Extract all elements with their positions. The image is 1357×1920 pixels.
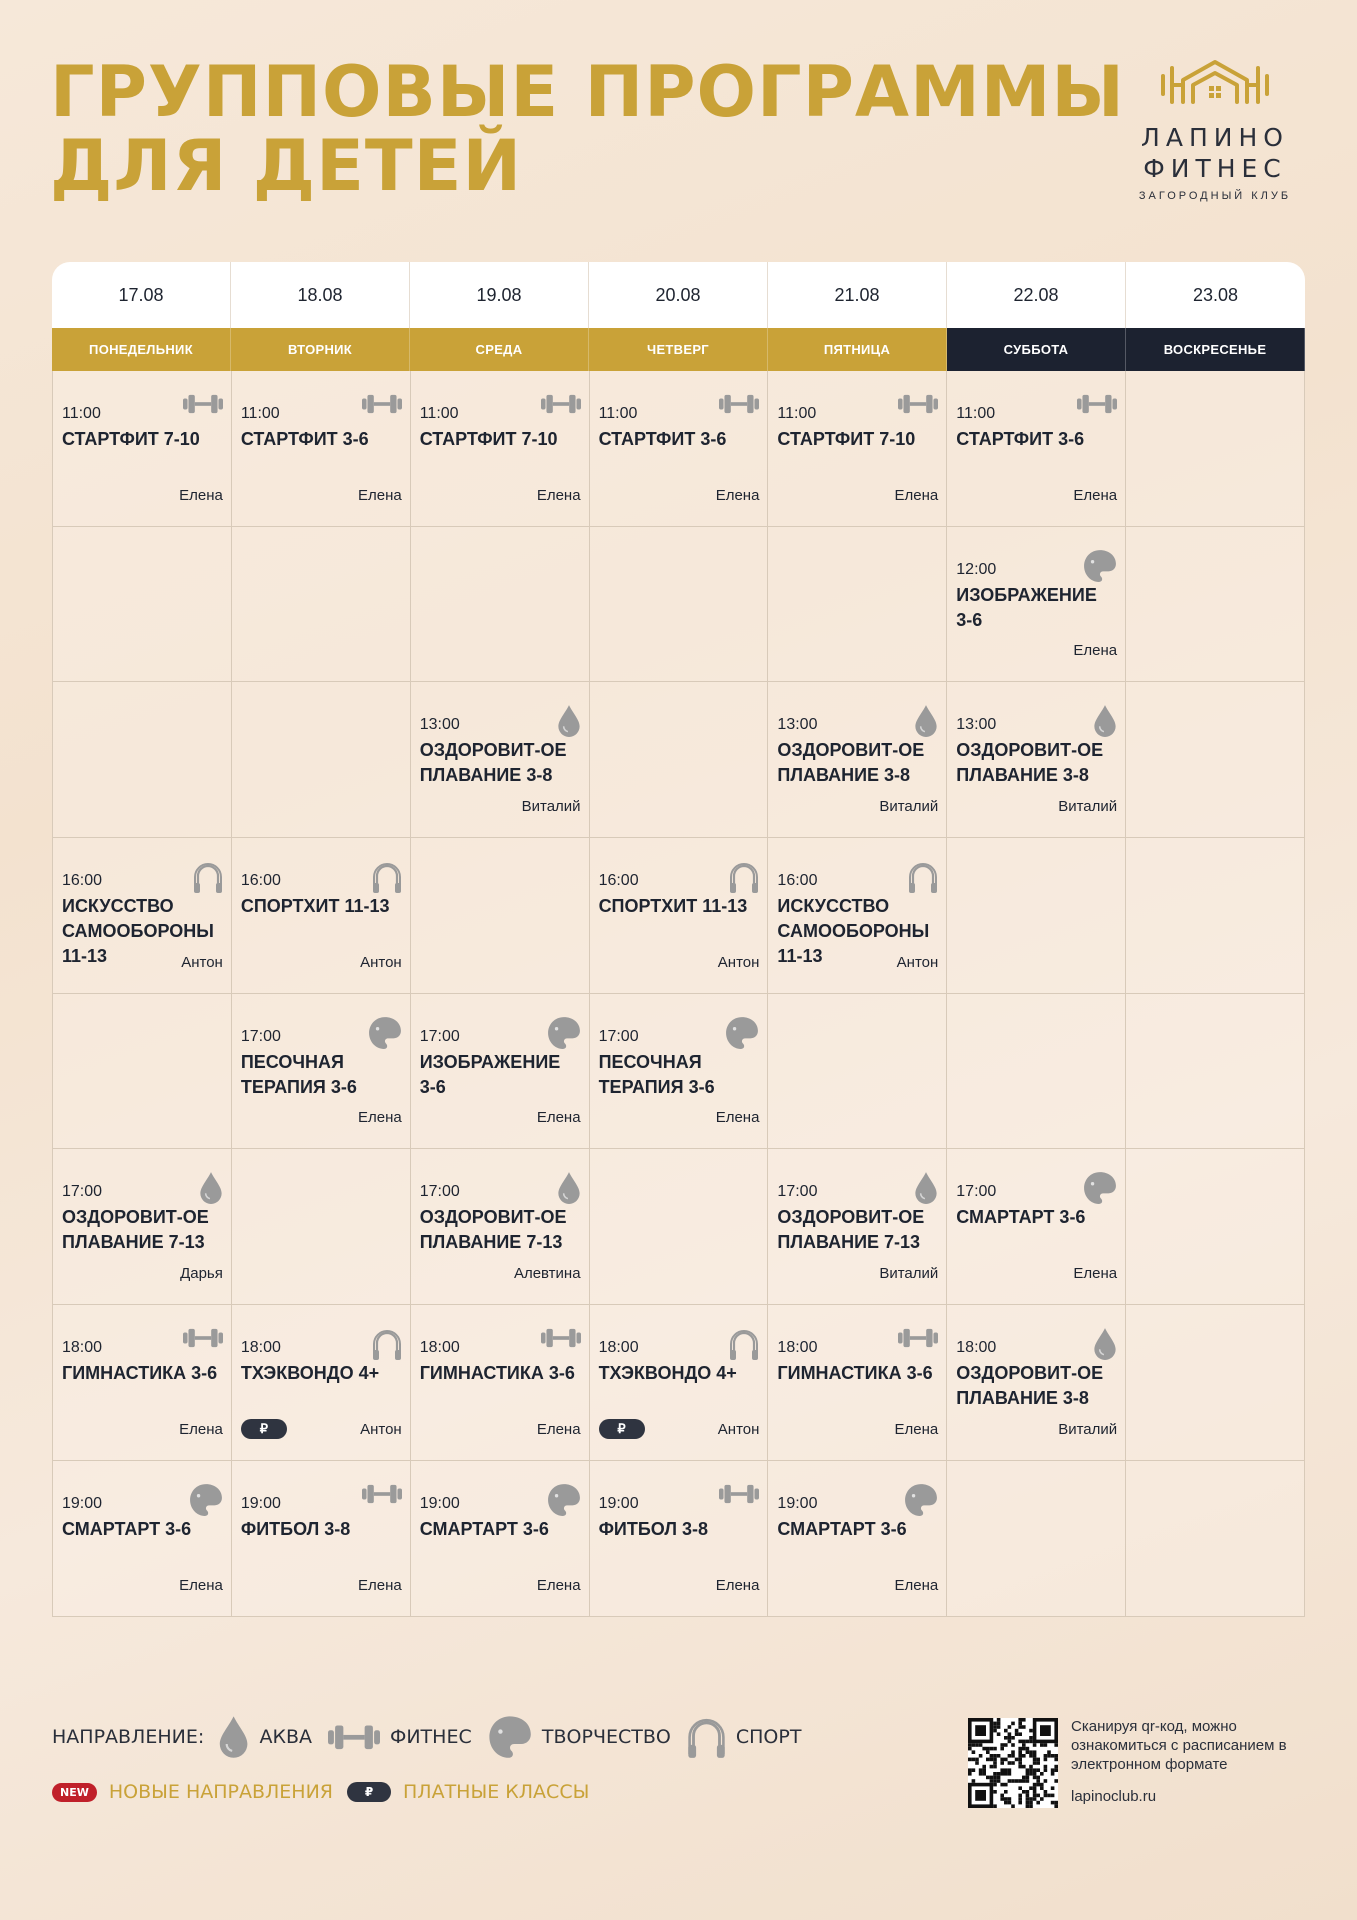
club-logo	[1130, 58, 1300, 202]
empty-cell	[1126, 1461, 1305, 1617]
trainer-name: Алевтина	[513, 1265, 581, 1283]
empty-cell	[1126, 682, 1305, 838]
empty-cell	[947, 1461, 1126, 1617]
empty-cell	[53, 682, 232, 838]
legend-item	[687, 1715, 802, 1759]
class-name: ПЕСОЧНАЯ ТЕРАПИЯ 3-6	[240, 1051, 357, 1097]
date-header: 20.08	[589, 262, 768, 328]
new-badge: NEW	[52, 1783, 97, 1802]
class-name: ТХЭКВОНДО 4+	[598, 1363, 737, 1384]
dumbbell-icon	[183, 1327, 223, 1354]
class-name: ГИМНАСТИКА 3-6	[62, 1363, 218, 1384]
class-name: СТАРТФИТ 3-6	[240, 429, 369, 449]
empty-cell	[1126, 838, 1305, 994]
class-cell[interactable]	[411, 371, 590, 527]
page-title-line1: ГРУППОВЫЕ ПРОГРАММЫ	[50, 51, 1125, 133]
empty-cell	[1126, 1305, 1305, 1461]
class-time: 19:00	[598, 1494, 639, 1512]
class-time: 19:00	[62, 1494, 103, 1512]
page-title-line2: ДЛЯ ДЕТЕЙ	[50, 125, 523, 207]
class-time: 17:00	[419, 1183, 460, 1201]
class-name: ГИМНАСТИКА 3-6	[419, 1363, 575, 1384]
class-cell[interactable]	[232, 1305, 411, 1461]
drop-icon	[914, 1171, 938, 1210]
class-time: 17:00	[240, 1027, 281, 1045]
class-name: ОЗДОРОВИТ-ОЕ ПЛАВАНИЕ 7-13	[62, 1207, 209, 1253]
class-name: ФИТБОЛ 3-8	[598, 1518, 708, 1539]
dumbbell-icon	[362, 1483, 402, 1510]
dumbbell-icon	[541, 393, 581, 420]
class-cell[interactable]	[947, 527, 1126, 683]
class-cell[interactable]	[232, 1461, 411, 1617]
dumbbell-icon	[541, 1327, 581, 1354]
class-cell[interactable]	[53, 838, 232, 994]
palette-icon	[547, 1483, 581, 1522]
trainer-name: Елена	[894, 1420, 939, 1438]
date-header: 21.08	[768, 262, 947, 328]
class-time: 17:00	[956, 1183, 997, 1201]
paid-badge: ₽	[241, 1419, 287, 1439]
website-link[interactable]: lapinoclub.ru	[1071, 1788, 1157, 1805]
class-cell[interactable]	[411, 1149, 590, 1305]
headphones-icon	[908, 860, 938, 899]
trainer-name: Елена	[357, 1576, 402, 1594]
class-time: 17:00	[598, 1027, 639, 1045]
class-time: 17:00	[419, 1027, 460, 1045]
dumbbell-icon	[328, 1723, 380, 1752]
class-name: ОЗДОРОВИТ-ОЕ ПЛАВАНИЕ 7-13	[419, 1207, 567, 1253]
logo-name-line1: ЛАПИНО	[1141, 123, 1289, 152]
class-time: 18:00	[777, 1339, 818, 1357]
palette-icon	[1083, 1171, 1117, 1210]
trainer-name: Антон	[360, 1420, 402, 1438]
trainer-name: Елена	[894, 486, 939, 504]
class-cell[interactable]	[53, 371, 232, 527]
class-cell[interactable]	[590, 994, 769, 1150]
empty-cell	[232, 682, 411, 838]
class-cell[interactable]	[411, 682, 590, 838]
class-time: 18:00	[598, 1339, 639, 1357]
trainer-name: Антон	[717, 953, 760, 971]
class-time: 13:00	[777, 716, 818, 734]
empty-cell	[768, 994, 947, 1150]
empty-cell	[1126, 1149, 1305, 1305]
class-time: 19:00	[240, 1494, 281, 1512]
day-header: СРЕДА	[410, 328, 589, 371]
class-name: СМАРТАРТ 3-6	[777, 1518, 907, 1539]
class-cell[interactable]	[768, 1149, 947, 1305]
empty-cell	[590, 527, 769, 683]
qr-description: Сканируя qr-код, можно ознакомиться с расписанием в электронном формате	[1071, 1718, 1287, 1773]
new-directions-label: НОВЫЕ НАПРАВЛЕНИЯ	[108, 1781, 333, 1803]
class-cell[interactable]	[53, 1461, 232, 1617]
trainer-name: Елена	[536, 1109, 581, 1127]
dumbbell-icon	[719, 393, 759, 420]
class-time: 18:00	[62, 1339, 103, 1357]
drop-icon	[218, 1715, 249, 1759]
empty-cell	[411, 527, 590, 683]
day-header: ПОНЕДЕЛЬНИК	[52, 328, 231, 371]
class-cell[interactable]	[768, 1461, 947, 1617]
empty-cell	[947, 994, 1126, 1150]
class-name: ИСКУССТВО САМООБОРОНЫ 11-13	[62, 896, 214, 967]
class-time: 17:00	[777, 1183, 818, 1201]
headphones-icon	[372, 860, 402, 899]
trainer-name: Антон	[181, 953, 223, 971]
palette-icon	[368, 1016, 402, 1055]
trainer-name: Елена	[179, 1576, 223, 1594]
paid-badge: ₽	[599, 1419, 645, 1439]
empty-cell	[53, 994, 232, 1150]
headphones-icon	[687, 1715, 726, 1759]
class-name: ИЗОБРАЖЕНИЕ 3-6	[419, 1051, 561, 1097]
day-header: ЧЕТВЕРГ	[589, 328, 768, 371]
class-cell[interactable]	[411, 1305, 590, 1461]
legend-item-label: ФИТНЕС	[389, 1726, 472, 1748]
empty-cell	[411, 838, 590, 994]
class-name: СТАРТФИТ 7-10	[777, 429, 916, 449]
class-name: СПОРТХИТ 11-13	[240, 896, 390, 917]
trainer-name: Елена	[179, 486, 223, 504]
class-cell[interactable]	[53, 1149, 232, 1305]
legend-item	[328, 1723, 472, 1752]
legend-item	[488, 1715, 671, 1759]
class-name: ОЗДОРОВИТ-ОЕ ПЛАВАНИЕ 3-8	[956, 740, 1104, 786]
schedule-grid	[52, 371, 1305, 1617]
dumbbell-icon	[719, 1483, 759, 1510]
empty-cell	[232, 527, 411, 683]
empty-cell	[947, 838, 1126, 994]
trainer-name: Виталий	[879, 798, 939, 816]
class-time: 11:00	[598, 405, 638, 422]
legend-item-label: ТВОРЧЕСТВО	[541, 1726, 671, 1748]
class-cell[interactable]	[590, 371, 769, 527]
dates-row	[52, 262, 1305, 328]
empty-cell	[1126, 994, 1305, 1150]
drop-icon	[914, 704, 938, 743]
trainer-name: Елена	[179, 1420, 223, 1438]
class-name: ОЗДОРОВИТ-ОЕ ПЛАВАНИЕ 3-8	[777, 740, 925, 786]
class-name: СМАРТАРТ 3-6	[419, 1518, 549, 1539]
class-cell[interactable]	[768, 682, 947, 838]
legend-directions	[52, 1712, 817, 1762]
palette-icon	[488, 1715, 532, 1759]
trainer-name: Елена	[894, 1576, 939, 1594]
class-time: 19:00	[777, 1494, 818, 1512]
class-name: ОЗДОРОВИТ-ОЕ ПЛАВАНИЕ 3-8	[419, 740, 567, 786]
date-header: 22.08	[947, 262, 1126, 328]
empty-cell	[53, 527, 232, 683]
drop-icon	[1093, 1327, 1117, 1366]
dumbbell-icon	[362, 393, 402, 420]
class-name: ИЗОБРАЖЕНИЕ 3-6	[956, 584, 1097, 630]
date-header: 17.08	[52, 262, 231, 328]
empty-cell	[590, 1149, 769, 1305]
legend-label: НАПРАВЛЕНИЕ:	[52, 1726, 205, 1748]
day-header: СУББОТА	[947, 328, 1126, 371]
qr-code-icon[interactable]	[968, 1718, 1058, 1808]
class-name: ОЗДОРОВИТ-ОЕ ПЛАВАНИЕ 3-8	[956, 1363, 1104, 1409]
class-cell[interactable]	[768, 371, 947, 527]
class-cell[interactable]	[768, 1305, 947, 1461]
trainer-name: Елена	[715, 486, 760, 504]
empty-cell	[1126, 527, 1305, 683]
class-name: СТАРТФИТ 7-10	[419, 429, 558, 449]
trainer-name: Виталий	[1058, 798, 1118, 816]
palette-icon	[189, 1483, 223, 1522]
class-time: 18:00	[956, 1339, 997, 1357]
palette-icon	[547, 1016, 581, 1055]
day-header: ПЯТНИЦА	[768, 328, 947, 371]
class-time: 11:00	[62, 405, 101, 422]
trainer-name: Елена	[1073, 642, 1118, 660]
legend-item-label: СПОРТ	[735, 1726, 802, 1748]
day-header: ВТОРНИК	[231, 328, 410, 371]
drop-icon	[557, 1171, 581, 1210]
class-name: СТАРТФИТ 3-6	[598, 429, 727, 449]
trainer-name: Елена	[536, 486, 581, 504]
empty-cell	[590, 682, 769, 838]
dumbbell-icon	[898, 393, 938, 420]
dumbbell-icon	[183, 393, 223, 420]
class-cell[interactable]	[590, 1305, 769, 1461]
trainer-name: Елена	[715, 1576, 760, 1594]
date-header: 19.08	[410, 262, 589, 328]
class-name: ИСКУССТВО САМООБОРОНЫ 11-13	[777, 896, 930, 967]
headphones-icon	[372, 1327, 402, 1366]
trainer-name: Елена	[536, 1420, 581, 1438]
dumbbell-icon	[898, 1327, 938, 1354]
legend-item-label: АКВА	[259, 1726, 312, 1748]
logo-subtitle: ЗАГОРОДНЫЙ КЛУБ	[1138, 190, 1292, 202]
day-header: ВОСКРЕСЕНЬЕ	[1126, 328, 1305, 371]
class-time: 11:00	[240, 405, 280, 422]
headphones-icon	[729, 860, 759, 899]
class-cell[interactable]	[232, 838, 411, 994]
page-title	[50, 51, 1125, 207]
weekdays-row	[52, 328, 1305, 371]
class-cell[interactable]	[232, 371, 411, 527]
legend-badges	[52, 1778, 603, 1806]
class-time: 19:00	[419, 1494, 460, 1512]
class-cell[interactable]	[768, 838, 947, 994]
class-time: 18:00	[419, 1339, 460, 1357]
class-cell[interactable]	[53, 1305, 232, 1461]
class-time: 13:00	[956, 716, 997, 734]
class-cell[interactable]	[590, 1461, 769, 1617]
drop-icon	[557, 704, 581, 743]
dumbbell-icon	[1077, 393, 1117, 420]
trainer-name: Елена	[1073, 486, 1118, 504]
class-name: СТАРТФИТ 3-6	[956, 429, 1085, 449]
house-dumbbell-logo-icon	[1159, 58, 1271, 112]
class-name: СМАРТАРТ 3-6	[62, 1518, 192, 1539]
class-time: 16:00	[240, 872, 281, 890]
class-name: ТХЭКВОНДО 4+	[240, 1363, 380, 1384]
paid-badge: ₽	[347, 1782, 391, 1802]
class-cell[interactable]	[411, 1461, 590, 1617]
trainer-name: Елена	[715, 1109, 760, 1127]
paid-classes-label: ПЛАТНЫЕ КЛАССЫ	[403, 1781, 590, 1803]
trainer-name: Антон	[717, 1420, 760, 1438]
palette-icon	[725, 1016, 759, 1055]
class-name: СТАРТФИТ 7-10	[62, 429, 200, 449]
class-time: 11:00	[956, 405, 996, 422]
class-cell[interactable]	[947, 371, 1126, 527]
trainer-name: Елена	[536, 1576, 581, 1594]
empty-cell	[232, 1149, 411, 1305]
legend-item	[218, 1715, 312, 1759]
class-time: 16:00	[598, 872, 639, 890]
palette-icon	[904, 1483, 938, 1522]
class-cell[interactable]	[232, 994, 411, 1150]
class-name: ПЕСОЧНАЯ ТЕРАПИЯ 3-6	[598, 1051, 715, 1097]
schedule-table	[52, 262, 1305, 1617]
drop-icon	[199, 1171, 223, 1210]
class-name: ГИМНАСТИКА 3-6	[777, 1363, 933, 1384]
logo-name-line2: ФИТНЕС	[1143, 154, 1287, 183]
trainer-name: Виталий	[521, 798, 581, 816]
trainer-name: Виталий	[1058, 1420, 1118, 1438]
class-cell[interactable]	[947, 1305, 1126, 1461]
headphones-icon	[193, 860, 223, 899]
trainer-name: Дарья	[180, 1265, 223, 1283]
drop-icon	[1093, 704, 1117, 743]
class-name: СМАРТАРТ 3-6	[956, 1207, 1086, 1228]
trainer-name: Антон	[360, 953, 402, 971]
headphones-icon	[729, 1327, 759, 1366]
trainer-name: Антон	[896, 953, 939, 971]
class-time: 11:00	[777, 405, 817, 422]
class-time: 18:00	[240, 1339, 281, 1357]
palette-icon	[1083, 549, 1117, 588]
class-name: ОЗДОРОВИТ-ОЕ ПЛАВАНИЕ 7-13	[777, 1207, 925, 1253]
empty-cell	[1126, 371, 1305, 527]
class-cell[interactable]	[590, 838, 769, 994]
class-name: ФИТБОЛ 3-8	[240, 1518, 351, 1539]
class-time: 13:00	[419, 716, 460, 734]
class-cell[interactable]	[411, 994, 590, 1150]
trainer-name: Елена	[357, 1109, 402, 1127]
class-cell[interactable]	[947, 682, 1126, 838]
class-time: 16:00	[777, 872, 818, 890]
class-time: 11:00	[419, 405, 459, 422]
class-cell[interactable]	[947, 1149, 1126, 1305]
trainer-name: Елена	[357, 486, 402, 504]
class-time: 12:00	[956, 560, 997, 578]
class-time: 17:00	[62, 1183, 103, 1201]
date-header: 18.08	[231, 262, 410, 328]
trainer-name: Елена	[1073, 1265, 1118, 1283]
date-header: 23.08	[1192, 284, 1239, 305]
class-time: 16:00	[62, 872, 103, 890]
empty-cell	[768, 527, 947, 683]
class-name: СПОРТХИТ 11-13	[598, 896, 748, 917]
trainer-name: Виталий	[879, 1265, 939, 1283]
